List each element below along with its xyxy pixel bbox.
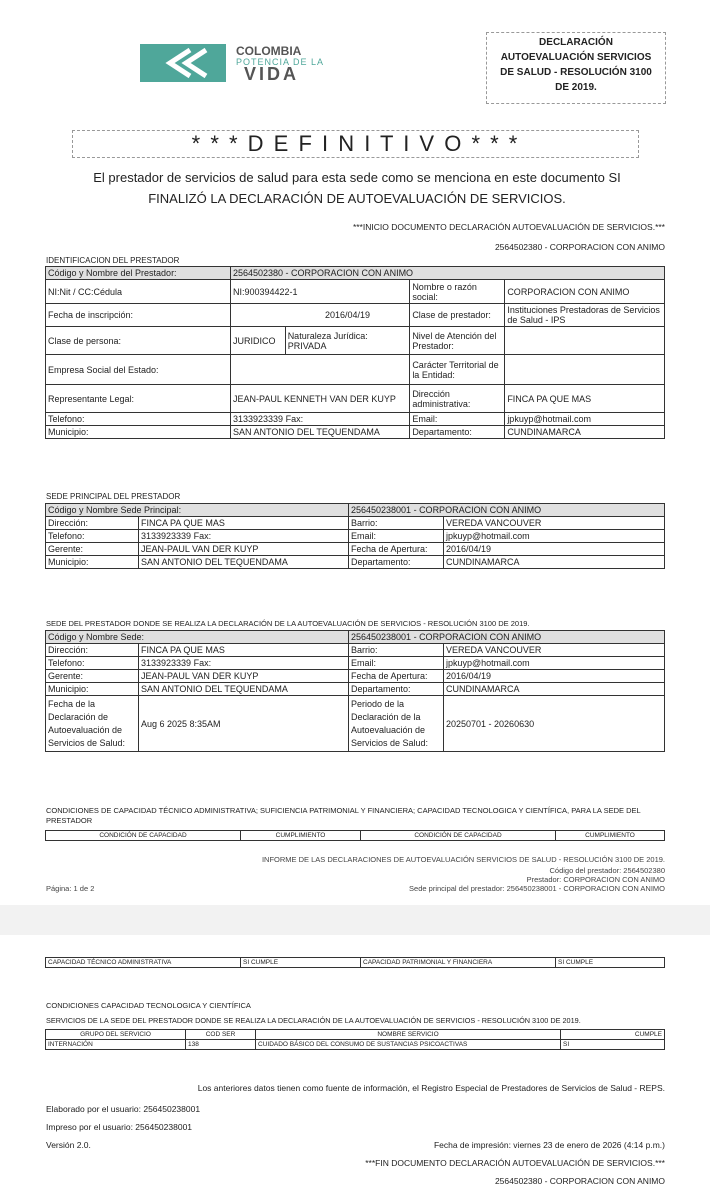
version: Versión 2.0.: [46, 1140, 91, 1150]
cell: Empresa Social del Estado:: [46, 355, 231, 385]
statement-line2: FINALIZÓ LA DECLARACIÓN DE AUTOEVALUACIÓN DE SERVICIOS.: [148, 191, 566, 206]
cell: Email:: [349, 530, 444, 543]
cell: Gerente:: [46, 670, 139, 683]
start-marker: ***INICIO DOCUMENTO DECLARACIÓN AUTOEVALUACIÓN DE SERVICIOS.***: [352, 222, 665, 232]
table-row: [46, 385, 665, 413]
end-marker: ***FIN DOCUMENTO DECLARACIÓN AUTOEVALUACIÓN DE SERVICIOS.***: [365, 1158, 665, 1168]
cell: Fecha de Apertura:: [349, 543, 444, 556]
cell: CUMPLIMIENTO: [241, 831, 361, 841]
table-row: [46, 1030, 665, 1040]
section-sede-declaracion: SEDE DEL PRESTADOR DONDE SE REALIZA LA DECLARACIÓN DE LA AUTOEVALUACIÓN DE SERVICIOS - RESOLUCIÓN 3100 DE 2019.: [46, 619, 530, 628]
tel-value: 3133923339: [141, 658, 192, 668]
statement-line1: El prestador de servicios de salud para esta sede como se menciona en este documento SI: [93, 170, 621, 185]
page-break: [0, 905, 710, 935]
cell: CONDICIÓN DE CAPACIDAD: [361, 831, 556, 841]
cell: Aug 6 2025 8:35AM: [139, 696, 349, 752]
person-value: JURIDICO: [233, 335, 276, 346]
title-line: DECLARACIÓN: [539, 37, 613, 48]
page-number: Página: 1 de 2: [46, 884, 95, 893]
table-row: [46, 670, 665, 683]
tel-value: 3133923339: [233, 414, 284, 424]
logo-line2: POTENCIA DE LA: [236, 57, 325, 67]
table-row: [46, 631, 665, 644]
cell: 2564502380 - CORPORACION CON ANIMO: [231, 267, 665, 280]
cell: jpkuyp@hotmail.com: [505, 413, 665, 426]
cell: Clase de persona:: [46, 327, 231, 355]
cell: Departamento:: [349, 556, 444, 569]
cell: COD SER: [186, 1030, 256, 1040]
nat-label: Naturaleza Jurídica:: [287, 330, 368, 341]
cell: Telefono:: [46, 657, 139, 670]
cell: FINCA PA QUE MAS: [505, 385, 665, 413]
cell: [505, 355, 665, 385]
cell: Código y Nombre Sede:: [46, 631, 349, 644]
table-row: [46, 304, 665, 327]
table-row: [46, 504, 665, 517]
cell: jpkuyp@hotmail.com: [444, 657, 665, 670]
cell: [231, 413, 410, 426]
services-title1: CONDICIONES CAPACIDAD TECNOLOGICA Y CIENTÍFICA: [46, 1001, 251, 1010]
cell: CUMPLIMIENTO: [556, 831, 665, 841]
impreso: Impreso por el usuario: 256450238001: [46, 1122, 193, 1132]
cell: FINCA PA QUE MAS: [139, 644, 349, 657]
cell: 2016/04/19: [444, 670, 665, 683]
table-row: [46, 556, 665, 569]
cell: Barrio:: [349, 517, 444, 530]
title-line: DE SALUD - RESOLUCIÓN 3100: [500, 67, 652, 78]
footer-prestador: Prestador: CORPORACION CON ANIMO: [526, 875, 665, 884]
status-definitivo: * * * D E F I N I T I V O * * *: [72, 130, 639, 158]
cell: CUNDINAMARCA: [444, 556, 665, 569]
cell: VEREDA VANCOUVER: [444, 517, 665, 530]
cell: 2016/04/19: [231, 304, 410, 327]
cell: [505, 327, 665, 355]
table-row: [46, 280, 665, 304]
table-row: [46, 327, 665, 355]
cell: Fecha de inscripción:: [46, 304, 231, 327]
section-identificacion: IDENTIFICACION DEL PRESTADOR: [46, 256, 180, 265]
table-row: [46, 696, 665, 752]
cell: SI: [561, 1040, 665, 1050]
cell: SI CUMPLE: [556, 958, 665, 968]
cell: Barrio:: [349, 644, 444, 657]
cell: CAPACIDAD TÉCNICO ADMINISTRATIVA: [46, 958, 241, 968]
cell: JEAN-PAUL VAN DER KUYP: [139, 543, 349, 556]
table-row: [46, 267, 665, 280]
elaborado: Elaborado por el usuario: 256450238001: [46, 1104, 201, 1114]
cell: Dirección administrativa:: [410, 385, 505, 413]
cell: CUNDINAMARCA: [444, 683, 665, 696]
table-row: [46, 530, 665, 543]
cell: Dirección:: [46, 644, 139, 657]
cell: [231, 355, 410, 385]
title-line: AUTOEVALUACIÓN SERVICIOS: [500, 52, 652, 63]
cell: SAN ANTONIO DEL TEQUENDAMA: [139, 556, 349, 569]
cell: Departamento:: [410, 426, 505, 439]
cell: Municipio:: [46, 426, 231, 439]
cell: Representante Legal:: [46, 385, 231, 413]
cell: Código y Nombre del Prestador:: [46, 267, 231, 280]
cell: Fecha de la Declaración de Autoevaluación de Servicios de Salud:: [46, 696, 139, 752]
logo-arrows-icon: [140, 44, 226, 82]
cell: FINCA PA QUE MAS: [139, 517, 349, 530]
cell: Clase de prestador:: [410, 304, 505, 327]
table-row: [46, 831, 665, 841]
table-row: [46, 958, 665, 968]
table-row: [46, 1040, 665, 1050]
logo: [140, 44, 352, 84]
cell: Gerente:: [46, 543, 139, 556]
cell: JEAN-PAUL KENNETH VAN DER KUYP: [231, 385, 410, 413]
cell: Telefono:: [46, 413, 231, 426]
cell: Nombre o razón social:: [410, 280, 505, 304]
cell: NI:900394422-1: [231, 280, 410, 304]
section-sede-principal: SEDE PRINCIPAL DEL PRESTADOR: [46, 492, 181, 501]
conditions-header: [45, 830, 665, 841]
cell: Nivel de Atención del Prestador:: [410, 327, 505, 355]
cell: GRUPO DEL SERVICIO: [46, 1030, 186, 1040]
cell: [139, 657, 349, 670]
print-date: Fecha de impresión: viernes 23 de enero de 2026 (4:14 p.m.): [433, 1140, 665, 1150]
table-row: [46, 413, 665, 426]
cell: INTERNACIÓN: [46, 1040, 186, 1050]
cell: Telefono:: [46, 530, 139, 543]
cell: [231, 327, 286, 355]
cell: CORPORACION CON ANIMO: [505, 280, 665, 304]
cell: Carácter Territorial de la Entidad:: [410, 355, 505, 385]
cell: [285, 327, 410, 355]
cell: CONDICIÓN DE CAPACIDAD: [46, 831, 241, 841]
cell: Dirección:: [46, 517, 139, 530]
cell: 20250701 - 20260630: [444, 696, 665, 752]
services-title2: SERVICIOS DE LA SEDE DEL PRESTADOR DONDE SE REALIZA LA DECLARACIÓN DE LA AUTOEVALUACIÓN DE SERVICIOS - RESOLUCIÓN 3100 DE 2019.: [46, 1016, 581, 1025]
logo-line1: COLOMBIA: [236, 44, 302, 58]
table-row: [46, 517, 665, 530]
cell: Municipio:: [46, 556, 139, 569]
declaration-title: [486, 32, 666, 104]
fax-label: Fax:: [285, 414, 304, 424]
cell: jpkuyp@hotmail.com: [444, 530, 665, 543]
fax-label: Fax:: [193, 531, 212, 541]
table-row: [46, 657, 665, 670]
provider-id-top: 2564502380 - CORPORACION CON ANIMO: [494, 242, 665, 252]
source-note: Los anteriores datos tienen como fuente de información, el Registro Especial de Prestadores de Servicios de Salud - REPS.: [197, 1083, 665, 1093]
cell: Instituciones Prestadoras de Servicios de Salud - IPS: [505, 304, 665, 327]
tel-value: 3133923339: [141, 531, 192, 541]
cell: VEREDA VANCOUVER: [444, 644, 665, 657]
cell: NI:Nit / CC:Cédula: [46, 280, 231, 304]
cell: 256450238001 - CORPORACION CON ANIMO: [349, 631, 665, 644]
logo-line3: VIDA: [244, 64, 300, 84]
title-line: DE 2019.: [555, 82, 597, 93]
cell: SAN ANTONIO DEL TEQUENDAMA: [139, 683, 349, 696]
table-row: [46, 426, 665, 439]
cell: SAN ANTONIO DEL TEQUENDAMA: [231, 426, 410, 439]
footer-report: INFORME DE LAS DECLARACIONES DE AUTOEVALUACIÓN SERVICIOS DE SALUD - RESOLUCIÓN 3100 DE 2019.: [261, 855, 665, 864]
cell: 256450238001 - CORPORACION CON ANIMO: [349, 504, 665, 517]
end-provider-id: 2564502380 - CORPORACION CON ANIMO: [494, 1176, 665, 1186]
cell: CUNDINAMARCA: [505, 426, 665, 439]
cell: Email:: [410, 413, 505, 426]
cell: Departamento:: [349, 683, 444, 696]
cell: 138: [186, 1040, 256, 1050]
fax-label: Fax:: [193, 658, 212, 668]
cell: [139, 530, 349, 543]
cell: JEAN-PAUL VAN DER KUYP: [139, 670, 349, 683]
table-row: [46, 543, 665, 556]
conditions-title: CONDICIONES DE CAPACIDAD TÉCNICO ADMINISTRATIVA; SUFICIENCIA PATRIMONIAL Y FINANCIERA; CAPACIDAD TECNOLOGICA Y CIENTÍFICA, PARA LA SEDE DEL PRESTADOR: [46, 806, 641, 825]
cell: Código y Nombre Sede Principal:: [46, 504, 349, 517]
identification-table: [45, 266, 665, 439]
cell: Fecha de Apertura:: [349, 670, 444, 683]
cell: Municipio:: [46, 683, 139, 696]
table-row: [46, 644, 665, 657]
footer-sede: Sede principal del prestador: 256450238001 - CORPORACION CON ANIMO: [409, 884, 665, 893]
table-row: [46, 355, 665, 385]
capacity-table: [45, 957, 665, 968]
sede-declaracion-table: [45, 630, 665, 752]
cell: CAPACIDAD PATRIMONIAL Y FINANCIERA: [361, 958, 556, 968]
cell: CUMPLE: [561, 1030, 665, 1040]
footer-code: Código del prestador: 2564502380: [549, 866, 665, 875]
cell: CUIDADO BÁSICO DEL CONSUMO DE SUSTANCIAS PSICOACTIVAS: [256, 1040, 561, 1050]
cell: 2016/04/19: [444, 543, 665, 556]
nat-value: PRIVADA: [287, 340, 327, 351]
services-table: [45, 1029, 665, 1050]
table-row: [46, 683, 665, 696]
cell: Email:: [349, 657, 444, 670]
cell: NOMBRE SERVICIO: [256, 1030, 561, 1040]
cell: SI CUMPLE: [241, 958, 361, 968]
cell: Periodo de la Declaración de la Autoevaluación de Servicios de Salud:: [349, 696, 444, 752]
sede-principal-table: [45, 503, 665, 569]
